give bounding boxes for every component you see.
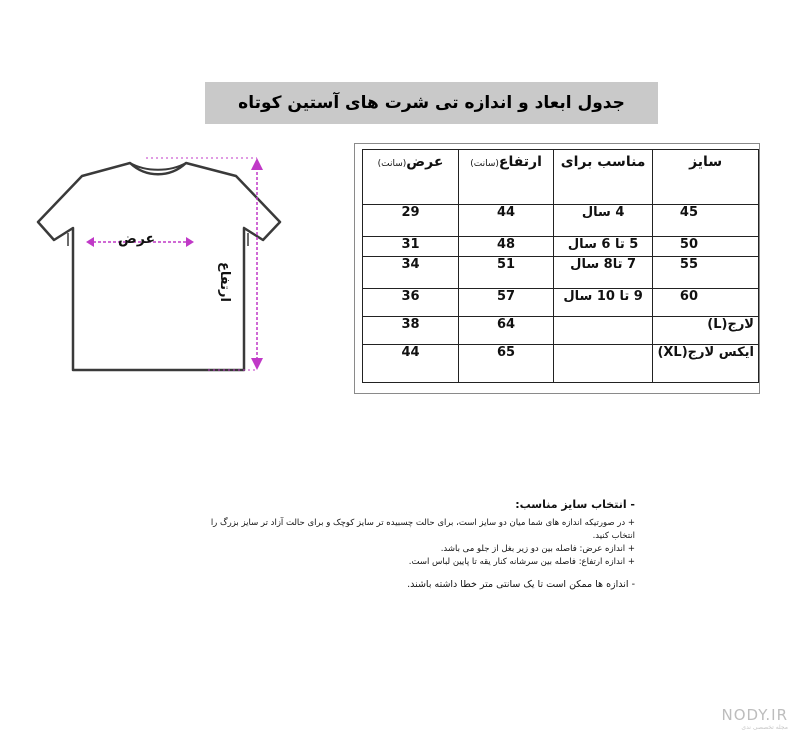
cell-size: 60 — [653, 289, 759, 317]
cell-height: 57 — [459, 289, 554, 317]
width-label: عرض — [118, 231, 156, 247]
table-row — [363, 289, 759, 317]
cell-size: 45 — [653, 205, 759, 237]
header-size: سایز — [653, 150, 759, 205]
cell-suitable: 4 سال — [554, 205, 653, 237]
cell-width: 31 — [363, 237, 459, 257]
cell-suitable: 9 تا 10 سال — [554, 289, 653, 317]
table-header-row — [363, 150, 759, 205]
header-width-unit: (سانت) — [377, 159, 407, 169]
header-suitable: مناسب برای — [554, 150, 653, 205]
table-row — [363, 317, 759, 345]
table-row — [363, 237, 759, 257]
cell-width: 44 — [363, 345, 459, 383]
cell-height: 48 — [459, 237, 554, 257]
cell-height: 51 — [459, 257, 554, 289]
cell-size: ایکس لارج(XL) — [653, 345, 759, 383]
page-title: جدول ابعاد و اندازه تی شرت های آستین کوتاه — [205, 82, 658, 124]
table-row — [363, 205, 759, 237]
watermark-tagline: مجله تخصصی ندی — [741, 724, 788, 731]
header-height — [459, 150, 554, 205]
tshirt-outline — [28, 148, 288, 378]
watermark-logo: NODY.IR — [721, 706, 788, 724]
cell-width: 34 — [363, 257, 459, 289]
size-table — [354, 143, 760, 394]
size-table-grid — [362, 149, 759, 383]
cell-suitable: 5 تا 6 سال — [554, 237, 653, 257]
tshirt-diagram — [28, 148, 288, 378]
table-row — [363, 345, 759, 383]
cell-suitable — [554, 345, 653, 383]
guide-title: - انتخاب سایز مناسب: — [515, 498, 635, 511]
height-label: ارتفاع — [217, 262, 232, 302]
cell-width: 38 — [363, 317, 459, 345]
cell-suitable: 7 تا8 سال — [554, 257, 653, 289]
guide-item: + اندازه عرض: فاصله بین دو زیر بغل از جلو می باشد. — [440, 544, 635, 554]
watermark — [722, 706, 789, 731]
size-guide — [195, 498, 635, 590]
header-width-label: عرض — [406, 154, 444, 170]
header-height-label: ارتفاع — [498, 154, 542, 170]
cell-suitable — [554, 317, 653, 345]
cell-height: 44 — [459, 205, 554, 237]
guide-item: + اندازه ارتفاع: فاصله بین سرشانه کنار یقه تا پایین لباس است. — [408, 557, 635, 567]
cell-width: 36 — [363, 289, 459, 317]
header-height-unit: (سانت) — [470, 159, 499, 169]
table-row — [363, 257, 759, 289]
cell-size: 55 — [653, 257, 759, 289]
cell-size: لارج(L) — [653, 317, 759, 345]
guide-item: + در صورتیکه اندازه های شما میان دو سایز است، برای حالت چسبیده تر سایز کوچک و برای حالت آزاد تر سایز بزرگ را انتخاب کنید. — [210, 518, 635, 541]
guide-note: - اندازه ها ممکن است تا یک سانتی متر خطا داشته باشند. — [407, 579, 635, 590]
cell-height: 64 — [459, 317, 554, 345]
header-width — [363, 150, 459, 205]
cell-width: 29 — [363, 205, 459, 237]
cell-size: 50 — [653, 237, 759, 257]
cell-height: 65 — [459, 345, 554, 383]
